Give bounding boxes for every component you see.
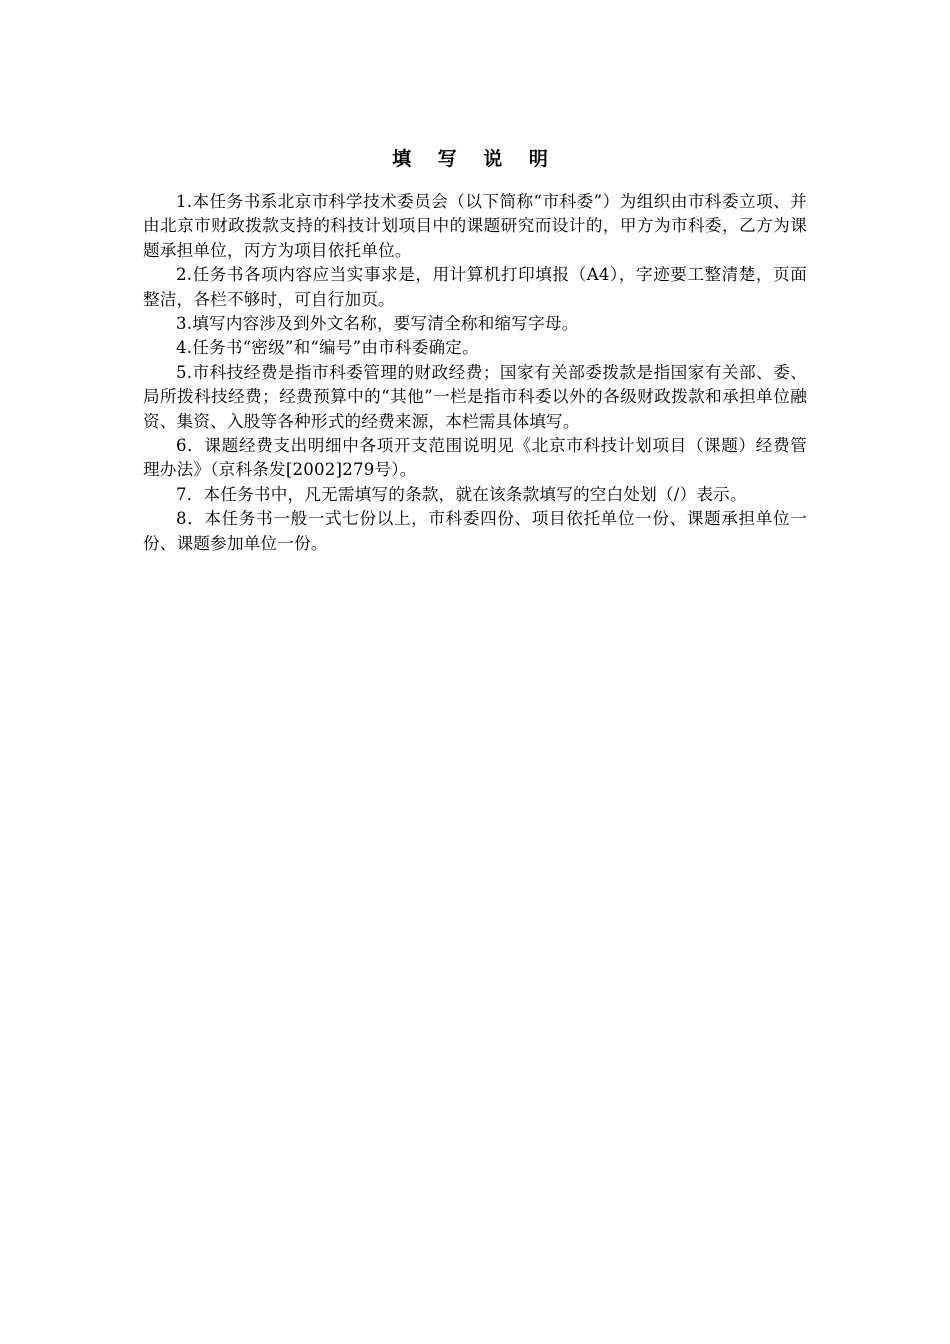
instruction-paragraph-6: 6．课题经费支出明细中各项开支范围说明见《北京市科技计划项目（课题）经费管理办法》（京科条发[2002]279号）。 [143,436,807,480]
instruction-paragraph-5: 5.市科技经费是指市科委管理的财政经费；国家有关部委拨款是指国家有关部、委、局所拨科技经费；经费预算中的“其他”一栏是指市科委以外的各级财政拨款和承担单位融资、集资、入股等各种形式的经费来源，本栏需具体填写。 [143,362,807,431]
instruction-paragraph-1: 1.本任务书系北京市科学技术委员会（以下简称“市科委”）为组织由市科委立项、并由北京市财政拨款支持的科技计划项目中的课题研究而设计的，甲方为市科委，乙方为课题承担单位，丙方为项目依托单位。 [143,192,807,260]
instructions-body [143,190,807,556]
instruction-paragraph-4: 4.任务书“密级”和“编号”由市科委确定。 [176,338,479,358]
instruction-paragraph-3: 3.填写内容涉及到外文名称，要写清全称和缩写字母。 [176,314,579,334]
instruction-paragraph-8: 8．本任务书一般一式七份以上，市科委四份、项目依托单位一份、课题承担单位一份、课题参加单位一份。 [143,509,807,553]
instruction-paragraph-7: 7．本任务书中，凡无需填写的条款，就在该条款填写的空白处划（/）表示。 [176,484,747,504]
page-title: 填 写 说 明 [392,148,558,170]
instruction-paragraph-2: 2.任务书各项内容应当实事求是，用计算机打印填报（A4），字迹要工整清楚，页面整洁，各栏不够时，可自行加页。 [143,265,807,309]
